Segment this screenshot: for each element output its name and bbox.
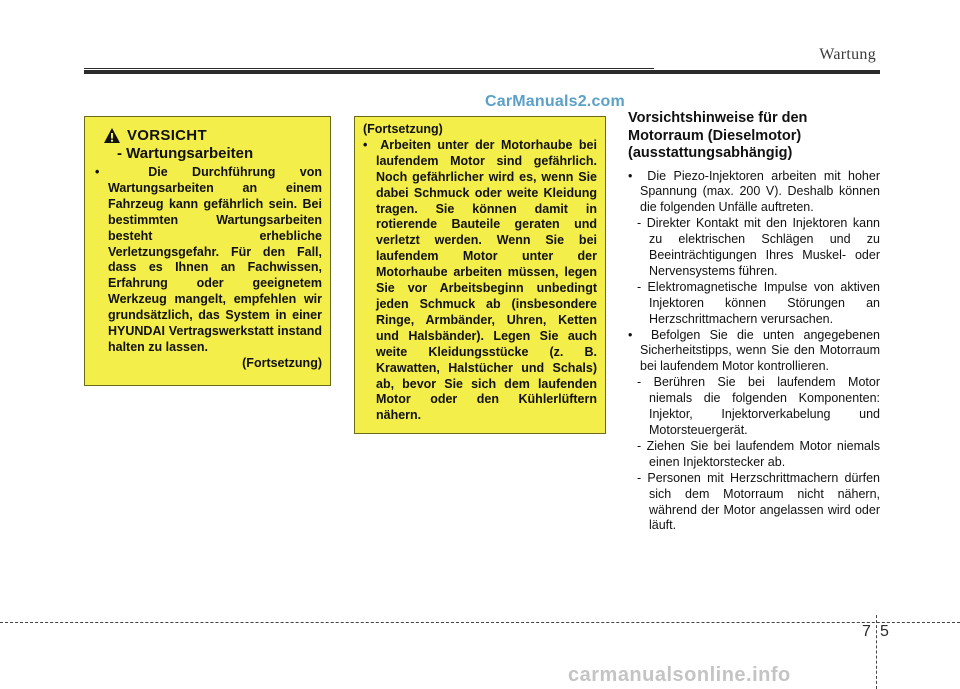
list-item-text: Die Piezo-Injektoren arbeiten mit hoher Spannung (max. 200 V). Deshalb können die folgenden Unfälle auftreten.: [640, 168, 881, 215]
header-rule-thin: [84, 68, 654, 69]
sub-list-item: - Elektromagnetische Impulse von aktiven Injektoren können Störungen an Herzschrittmachern verursachen.: [637, 279, 880, 326]
bullet-dot: •: [363, 137, 381, 152]
caution-bullet: [363, 138, 597, 424]
section-title: Wartung: [819, 46, 876, 63]
caution-bullet-text: Die Durchführung von Wartungsarbeiten an einem Fahrzeug kann gefährlich sein. Bei bestimmten Wartungsarbeiten besteht erhebliche Verletzungsgefahr. Für den Fall, dass es Ihnen an Fachwissen, Erfahrung oder geeignetem Werkzeug mangelt, empfehlen wir grundsätzlich, das System in einer HYUNDAI Vertragswerkstatt instand halten zu lassen.: [108, 165, 322, 354]
caution-bullet: [95, 165, 322, 356]
footer-dashed-line: [0, 622, 960, 623]
watermark-top: CarManuals2.com: [485, 93, 625, 110]
section-heading: Vorsichtshinweise für den Motorraum (Dieselmotor) (ausstattungsabhängig): [628, 110, 808, 161]
sub-list-item: - Personen mit Herzschrittmachern dürfen sich dem Motorraum nicht nähern, während der Motor angelassen wird oder läuft.: [637, 470, 880, 533]
footer-vertical-divider: [876, 615, 877, 689]
bullet-dot: •: [628, 327, 651, 342]
list-item-text: Befolgen Sie die unten angegebenen Sicherheitstipps, wenn Sie den Motorraum bei laufendem Motor kontrollieren.: [640, 327, 880, 374]
page-number: 5: [880, 623, 889, 640]
caution-bullet-text: Arbeiten unter der Motorhaube bei laufendem Motor sind gefährlich. Noch gefährlicher wird es, wenn Sie dabei Schmuck oder weite Kleidung tragen. Sie können damit in rotierende Bauteile geraten und verletzt werden. Wenn Sie bei laufendem Motor unter der Motorhaube arbeiten müssen, legen Sie vor Arbeitsbeginn unbedingt jeden Schmuck ab (insbesondere Ringe, Armbänder, Uhren, Ketten und Halsbänder). Legen Sie auch weite Kleidungsstücke (z. B. Krawatten, Halstücher und Schals) ab, bevor Sie sich dem laufenden Motor oder den Kühlerlüftern nähern.: [376, 137, 597, 423]
sub-list-item: - Direkter Kontakt mit den Injektoren kann zu elektrischen Schlägen und zu Beeinträchtigungen Ihres Muskel- oder Nervensystems führen.: [637, 216, 880, 278]
page-chapter-number: 7: [862, 623, 871, 640]
caution-box-continued: [354, 116, 606, 434]
header-rule: [84, 70, 880, 74]
caution-header: [103, 125, 322, 145]
sub-list-item: - Ziehen Sie bei laufendem Motor niemals einen Injektorstecker ab.: [637, 438, 880, 469]
watermark-bottom: carmanualsonline.info: [568, 664, 791, 686]
warning-triangle-icon: [103, 127, 121, 144]
bullet-dot: •: [95, 165, 149, 179]
bullet-dot: •: [628, 168, 648, 183]
list-item: [628, 328, 880, 376]
list-item: [628, 169, 880, 217]
continued-label: (Fortsetzung): [242, 355, 322, 370]
continued-label: (Fortsetzung): [363, 122, 443, 136]
caution-subtitle: - Wartungsarbeiten: [117, 145, 254, 162]
sub-list-item: - Berühren Sie bei laufendem Motor niemals die folgenden Komponenten: Injektor, Injektorverkabelung und Motorsteuergerät.: [637, 375, 880, 437]
caution-title: VORSICHT: [127, 126, 207, 144]
caution-box-maintenance: [84, 116, 331, 386]
right-column: [628, 110, 880, 534]
